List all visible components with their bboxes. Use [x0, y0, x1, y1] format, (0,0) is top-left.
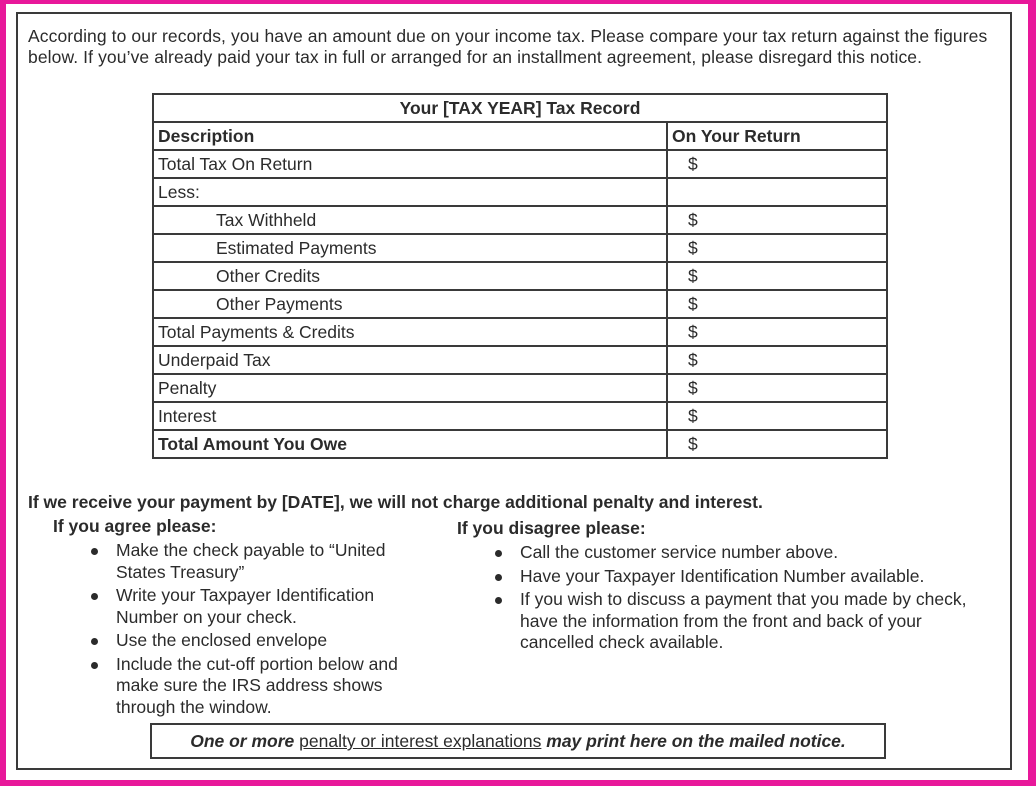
- row-label: Total Amount You Owe: [153, 430, 667, 458]
- penalty-explanations-link[interactable]: penalty or interest explanations: [299, 731, 542, 751]
- row-value: $: [667, 262, 887, 290]
- row-label: Estimated Payments: [153, 234, 667, 262]
- row-label: Other Payments: [153, 290, 667, 318]
- row-label: Underpaid Tax: [153, 346, 667, 374]
- bullet-icon: [91, 593, 98, 600]
- notice-page: [6, 4, 1028, 780]
- tax-record-table: [152, 93, 888, 459]
- bullet-icon: [91, 662, 98, 669]
- list-item-text: Include the cut-off portion below and make sure the IRS address shows through the window.: [116, 653, 398, 717]
- column-header-on-your-return: On Your Return: [667, 122, 887, 150]
- table-row: [153, 346, 887, 374]
- table-row: [153, 290, 887, 318]
- table-row: [153, 178, 887, 206]
- row-label: Penalty: [153, 374, 667, 402]
- table-title: Your [TAX YEAR] Tax Record: [153, 94, 887, 122]
- agree-list: [88, 540, 418, 720]
- row-value: $: [667, 206, 887, 234]
- row-value: $: [667, 290, 887, 318]
- row-label: Total Tax On Return: [153, 150, 667, 178]
- payment-deadline-notice: If we receive your payment by [DATE], we will not charge additional penalty and interest.: [28, 492, 763, 512]
- row-value: $: [667, 374, 887, 402]
- row-value: $: [667, 346, 887, 374]
- bullet-icon: [91, 548, 98, 555]
- list-item: [492, 542, 982, 564]
- explanation-box: [150, 723, 886, 759]
- list-item-text: Call the customer service number above.: [520, 542, 839, 562]
- table-row: [153, 234, 887, 262]
- explanation-prefix: One or more: [190, 731, 295, 751]
- table-row: [153, 402, 887, 430]
- row-value: $: [667, 318, 887, 346]
- bullet-icon: [495, 574, 502, 581]
- row-value: $: [667, 234, 887, 262]
- table-row: [153, 262, 887, 290]
- table-row: [153, 374, 887, 402]
- column-header-description: Description: [153, 122, 667, 150]
- list-item-text: Have your Taxpayer Identification Number available.: [520, 565, 925, 586]
- list-item: [88, 585, 418, 628]
- row-label: Tax Withheld: [153, 206, 667, 234]
- list-item: [88, 654, 418, 719]
- explanation-suffix: may print here on the mailed notice.: [546, 731, 846, 751]
- list-item-text: If you wish to discuss a payment that you made by check, have the information from the front and back of your cancelled check available.: [520, 589, 967, 652]
- table-row-total: [153, 430, 887, 458]
- row-value: $: [667, 150, 887, 178]
- list-item-text: Use the enclosed envelope: [116, 630, 328, 650]
- row-label: Total Payments & Credits: [153, 318, 667, 346]
- agree-heading: If you agree please:: [53, 516, 217, 536]
- bullet-icon: [495, 550, 502, 557]
- row-value: [667, 178, 887, 206]
- intro-paragraph: According to our records, you have an amount due on your income tax. Please compare your tax return against the figures below. If you’ve already paid your tax in full or arranged for an installment agreement, please disregard this notice.: [28, 26, 988, 67]
- disagree-heading: If you disagree please:: [457, 518, 646, 538]
- list-item: [88, 630, 418, 652]
- row-value: $: [667, 430, 887, 458]
- row-value: $: [667, 402, 887, 430]
- row-label: Interest: [153, 402, 667, 430]
- table-row: [153, 150, 887, 178]
- table-row: [153, 206, 887, 234]
- row-label: Less:: [153, 178, 667, 206]
- list-item: [492, 589, 982, 654]
- list-item: [492, 566, 982, 588]
- list-item-text: Make the check payable to “United States Treasury”: [116, 540, 386, 582]
- disagree-list: [492, 542, 982, 656]
- bullet-icon: [91, 638, 98, 645]
- row-label: Other Credits: [153, 262, 667, 290]
- table-row: [153, 318, 887, 346]
- list-item-text: Write your Taxpayer Identification Number on your check.: [116, 585, 375, 627]
- bullet-icon: [495, 597, 502, 604]
- list-item: [88, 540, 418, 583]
